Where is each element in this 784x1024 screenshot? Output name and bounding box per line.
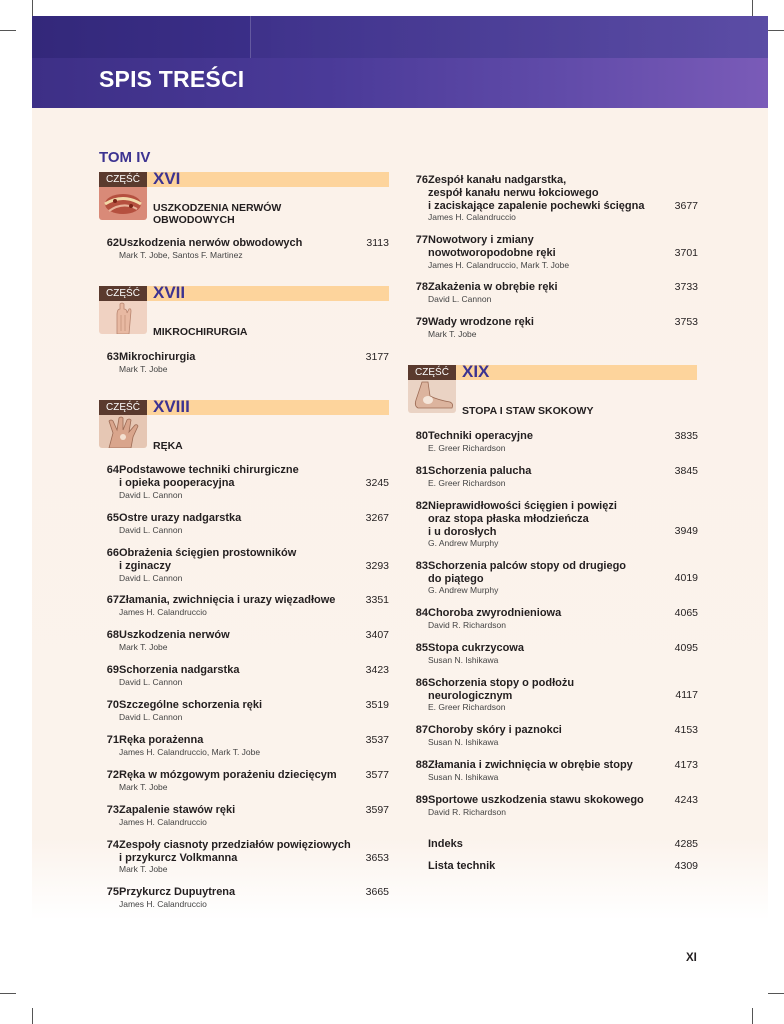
chapter-page: 3113 [366,237,389,249]
chapter-page: 3293 [365,560,389,572]
chapter-authors: David L. Cannon [119,525,183,535]
chapter-number: 89 [415,794,428,806]
chapter-number: 84 [415,607,428,619]
chapter-title: Schorzenia palucha [428,465,532,477]
chapter-number: 81 [415,465,428,477]
part-xvii [99,283,389,338]
part-xvi [99,169,389,226]
crop-mark [768,30,784,31]
chapter-authors: E. Greer Richardson [428,702,506,712]
chapter-title: Uszkodzenia nerwów obwodowych [119,237,303,249]
chapter-title: Podstawowe techniki chirurgiczne i opieka pooperacyjna [119,464,299,489]
chapter-number: 75 [106,886,119,898]
chapter-number: 64 [106,464,119,476]
chapter-authors: Susan N. Ishikawa [428,772,499,782]
chapter-page: 4019 [674,572,698,584]
chapter-number: 83 [415,560,428,572]
part-numeral: XVI [153,169,181,188]
chapter-number: 74 [106,839,119,851]
microsurgery-hand-thumbnail-icon [99,301,147,334]
chapter-title: Choroby skóry i paznokci [428,724,562,736]
chapter-number: 69 [106,664,119,676]
chapter-authors: Mark T. Jobe [119,864,168,874]
part-xix [408,362,697,417]
part-label: CZĘŚĆ [408,365,456,380]
techniques-title: Lista technik [428,860,496,872]
chapter-title: Techniki operacyjne [428,430,533,442]
chapter-title: Ręka w mózgowym porażeniu dziecięcym [119,769,337,781]
chapter-page: 3653 [365,852,389,864]
chapter-authors: E. Greer Richardson [428,443,506,453]
chapter-number: 85 [415,642,428,654]
chapter-page: 3701 [674,247,698,259]
chapter-authors: E. Greer Richardson [428,478,506,488]
chapter-title: Ostre urazy nadgarstka [119,512,242,524]
chapter-authors: James H. Calandruccio [428,212,516,222]
chapter-title: Zespoły ciasnoty przedziałów powięziowych i przykurcz Volkmanna [119,839,351,864]
crop-mark [32,1008,33,1024]
chapter-page: 4243 [674,794,698,806]
chapter-number: 73 [106,804,119,816]
chapter-authors: David L. Cannon [428,294,492,304]
chapter-authors: James H. Calandruccio, Mark T. Jobe [428,260,570,270]
chapter-page: 3537 [365,734,389,746]
chapter-authors: David R. Richardson [428,620,506,630]
part-xviii [99,397,389,452]
chapter-title: Choroba zwyrodnieniowa [428,607,562,619]
chapter-authors: David R. Richardson [428,807,506,817]
page-number: XI [686,952,697,964]
chapter-page: 4153 [674,724,698,736]
chapter-number: 68 [106,629,119,641]
chapter-authors: Susan N. Ishikawa [428,737,499,747]
part-label: CZĘŚĆ [99,172,147,187]
chapter-title: Złamania, zwichnięcia i urazy więzadłowe [119,594,336,606]
chapter-page: 4065 [674,607,698,619]
chapter-page: 3519 [365,699,389,711]
part-title: MIKROCHIRURGIA [153,326,248,338]
chapter-title: Schorzenia palców stopy od drugiego do piątego [428,560,627,585]
chapter-authors: Mark T. Jobe, Santos F. Martinez [119,250,243,260]
chapter-title: Nowotwory i zmiany nowotworopodobne ręki [428,234,556,259]
crop-mark [768,993,784,994]
chapter-title: Przykurcz Dupuytrena [119,886,236,898]
chapter-page: 3577 [365,769,389,781]
chapter-title: Zespół kanału nadgarstka, zespół kanału nerwu łokciowego i zaciskające zapalenie pochewki ścięgna [428,174,645,212]
chapter-number: 66 [106,547,119,559]
chapter-title: Zapalenie stawów ręki [119,804,236,816]
part-label: CZĘŚĆ [99,286,147,301]
chapter-page: 3423 [365,664,389,676]
foot-thumbnail-icon [408,380,456,413]
chapter-number: 62 [106,237,119,249]
chapter-page: 3733 [674,281,698,293]
chapter-number: 86 [415,677,428,689]
chapter-page: 3753 [674,316,698,328]
chapter-page: 3407 [365,629,389,641]
hand-thumbnail-icon [99,415,147,448]
chapter-authors: James H. Calandruccio [119,899,207,909]
chapter-authors: Mark T. Jobe [119,782,168,792]
chapter-page: 3351 [365,594,389,606]
chapter-number: 76 [415,174,428,186]
crop-mark [0,993,16,994]
chapter-authors: James H. Calandruccio [119,817,207,827]
part-title: USZKODZENIA NERWÓW OBWODOWYCH [153,202,282,226]
chapter-title: Schorzenia nadgarstka [119,664,240,676]
part-label: CZĘŚĆ [99,400,147,415]
chapter-page: 3835 [674,430,698,442]
chapter-title: Schorzenia stopy o podłożu neurologicznym [428,677,575,702]
chapter-page: 3845 [674,465,698,477]
nerve-surgery-thumbnail-icon [99,187,147,220]
chapter-authors: David L. Cannon [119,677,183,687]
chapter-number: 77 [415,234,428,246]
techniques-page: 4309 [674,860,698,872]
crop-mark [752,0,753,16]
part-title: STOPA I STAW SKOKOWY [462,405,594,417]
header-banner-segment [250,16,769,58]
crop-mark [0,30,16,31]
chapter-page: 3177 [365,351,389,363]
crop-mark [752,1008,753,1024]
chapter-authors: Mark T. Jobe [119,642,168,652]
index-title: Indeks [428,838,463,850]
chapter-authors: David L. Cannon [119,712,183,722]
chapter-page: 3245 [365,477,389,489]
chapter-title: Uszkodzenia nerwów [119,629,230,641]
chapter-number: 87 [415,724,428,736]
chapter-authors: David L. Cannon [119,490,183,500]
chapter-page: 4095 [674,642,698,654]
chapter-page: 3665 [365,886,389,898]
chapter-page: 3949 [674,525,698,537]
chapter-number: 70 [106,699,119,711]
part-numeral: XIX [462,362,490,381]
chapter-authors: Susan N. Ishikawa [428,655,499,665]
chapter-title: Obrażenia ścięgien prostowników i zginaczy [119,547,297,572]
chapter-page: 3267 [365,512,389,524]
part-title: RĘKA [153,440,183,452]
chapter-number: 88 [415,759,428,771]
chapter-title: Mikrochirurgia [119,351,196,363]
volume-label: TOM IV [99,149,151,166]
chapter-authors: James H. Calandruccio, Mark T. Jobe [119,747,261,757]
index-page: 4285 [674,838,698,850]
chapter-number: 65 [106,512,119,524]
chapter-title: Sportowe uszkodzenia stawu skokowego [428,794,644,806]
chapter-authors: Mark T. Jobe [119,364,168,374]
chapter-title: Nieprawidłowości ścięgien i powięzi oraz stopa płaska młodzieńcza i u dorosłych [428,500,617,538]
part-numeral: XVII [153,283,186,302]
chapter-number: 72 [106,769,119,781]
chapter-title: Wady wrodzone ręki [428,316,534,328]
chapter-page: 4117 [675,689,698,701]
chapter-title: Ręka porażenna [119,734,204,746]
chapter-number: 79 [415,316,428,328]
chapter-authors: G. Andrew Murphy [428,585,499,595]
chapter-number: 78 [415,281,428,293]
chapter-authors: James H. Calandruccio [119,607,207,617]
chapter-authors: G. Andrew Murphy [428,538,499,548]
chapter-page: 3597 [365,804,389,816]
chapter-title: Zakażenia w obrębie ręki [428,281,558,293]
chapter-number: 71 [106,734,119,746]
chapter-page: 3677 [674,200,698,212]
chapter-title: Szczególne schorzenia ręki [119,699,263,711]
chapter-number: 67 [106,594,119,606]
chapter-page: 4173 [674,759,698,771]
chapter-authors: David L. Cannon [119,573,183,583]
part-numeral: XVIII [153,397,190,416]
chapter-title: Złamania i zwichnięcia w obrębie stopy [428,759,633,771]
page-title: SPIS TREŚCI [99,66,245,92]
crop-mark [32,0,33,16]
chapter-number: 82 [415,500,428,512]
chapter-authors: Mark T. Jobe [428,329,477,339]
chapter-title: Stopa cukrzycowa [428,642,524,654]
chapter-number: 80 [415,430,428,442]
chapter-number: 63 [106,351,119,363]
